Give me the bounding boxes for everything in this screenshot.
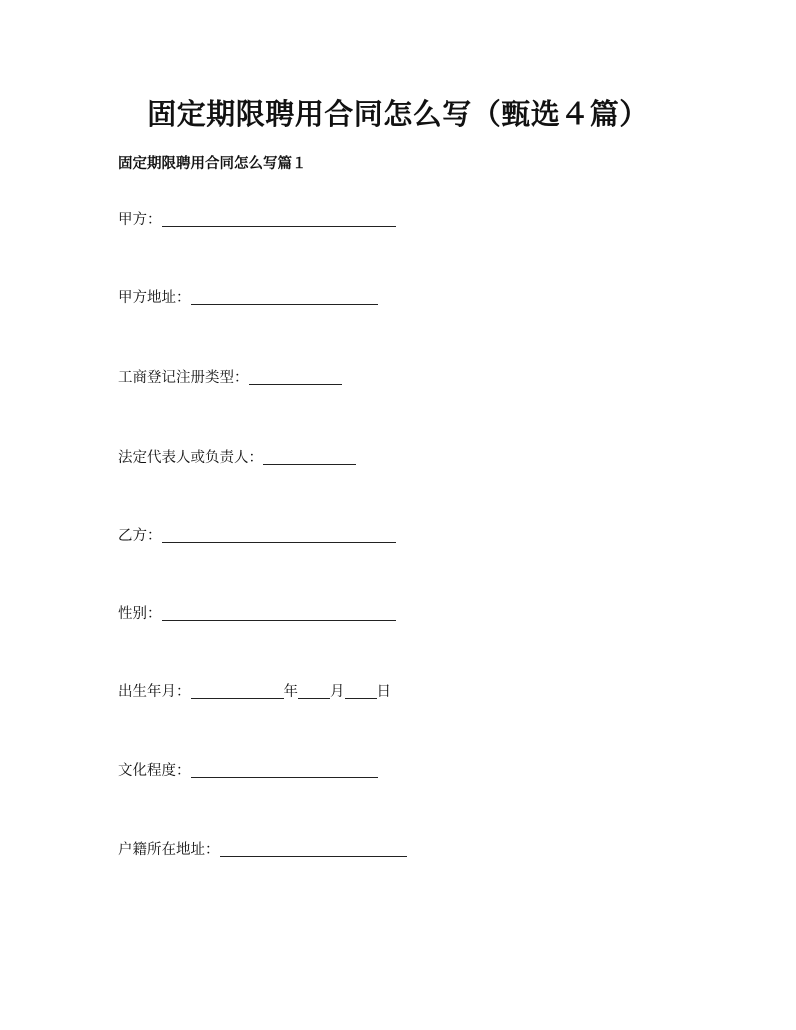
registration-type-blank[interactable] <box>249 370 342 385</box>
month-unit: 月 <box>330 684 345 700</box>
education-field <box>118 762 378 780</box>
party-a-address-blank[interactable] <box>191 290 378 305</box>
gender-blank[interactable] <box>162 606 396 621</box>
household-address-field <box>118 841 407 859</box>
birth-date-label: 出生年月： <box>118 684 191 700</box>
legal-representative-label: 法定代表人或负责人： <box>118 450 263 466</box>
page-title: 固定期限聘用合同怎么写（甄选４篇） <box>147 97 649 131</box>
party-a-address-field <box>118 289 378 307</box>
household-address-blank[interactable] <box>220 842 407 857</box>
birth-month-blank[interactable] <box>298 684 330 699</box>
birth-day-blank[interactable] <box>345 684 377 699</box>
birth-year-blank[interactable] <box>191 684 284 699</box>
birth-date-field <box>118 683 391 701</box>
household-address-label: 户籍所在地址： <box>118 842 220 858</box>
party-b-label: 乙方： <box>118 528 162 544</box>
legal-representative-blank[interactable] <box>263 450 356 465</box>
year-unit: 年 <box>283 684 298 700</box>
party-b-field <box>118 527 396 545</box>
registration-type-label: 工商登记注册类型： <box>118 370 249 386</box>
education-label: 文化程度： <box>118 763 191 779</box>
section-heading: 固定期限聘用合同怎么写篇１ <box>118 155 307 172</box>
party-a-blank[interactable] <box>162 212 396 227</box>
party-a-label: 甲方： <box>118 212 162 228</box>
party-a-address-label: 甲方地址： <box>118 290 191 306</box>
legal-representative-field <box>118 449 356 467</box>
gender-field <box>118 605 396 623</box>
day-unit: 日 <box>376 684 391 700</box>
registration-type-field <box>118 369 342 387</box>
party-a-field <box>118 211 396 229</box>
education-blank[interactable] <box>191 763 378 778</box>
gender-label: 性别： <box>118 606 162 622</box>
party-b-blank[interactable] <box>162 528 396 543</box>
